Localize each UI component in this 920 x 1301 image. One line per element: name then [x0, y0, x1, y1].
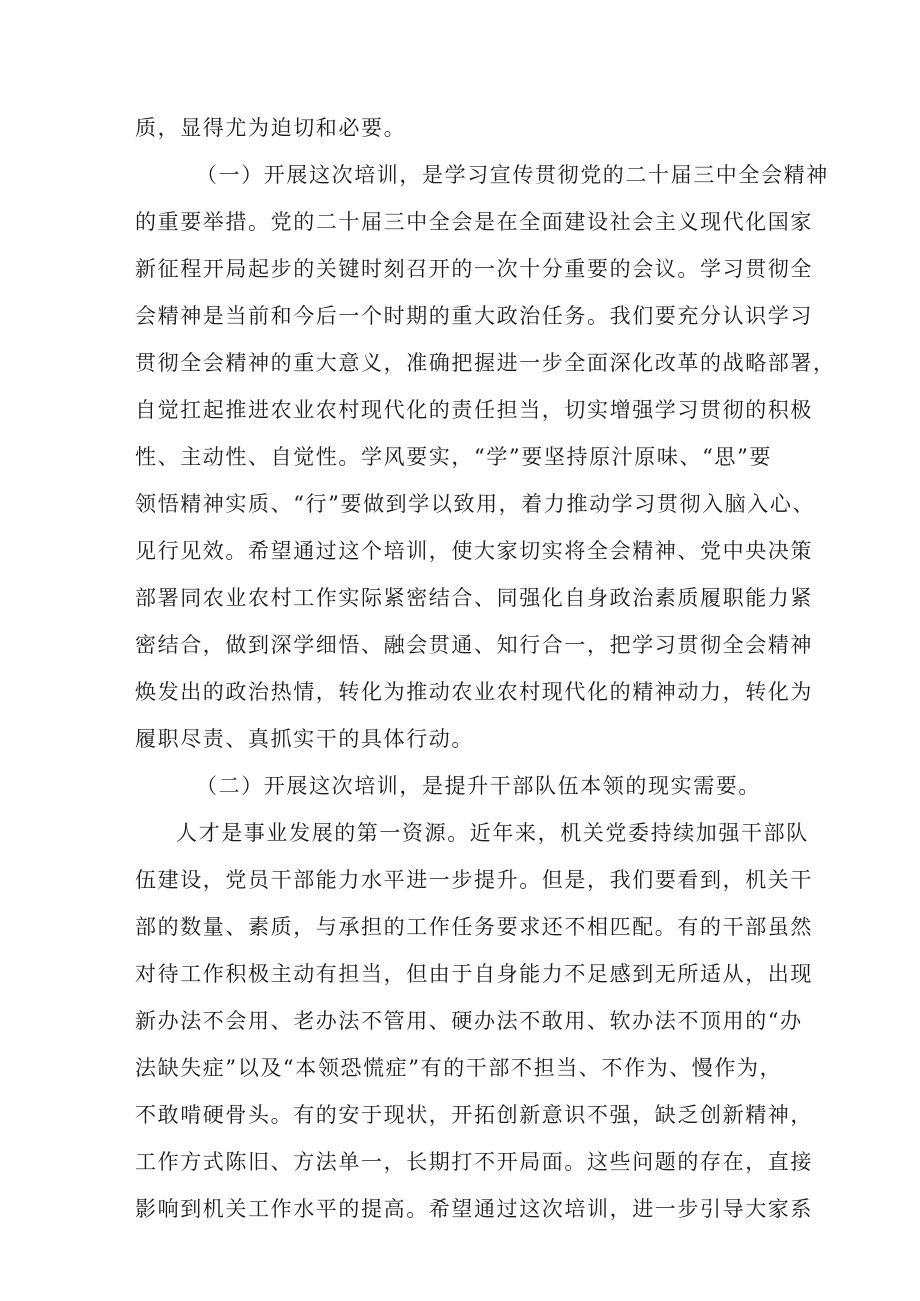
text-line-19: 对待工作积极主动有担当，但由于自身能力不足感到无所适从，出现 — [135, 962, 813, 986]
text-line-14: 履职尽责、真抓实干的具体行动。 — [135, 727, 474, 751]
text-line-24: 影响到机关工作水平的提高。希望通过这次培训，进一步引导大家系 — [135, 1197, 813, 1221]
text-line-9: 领悟精神实质、“行”要做到学以致用，着力推动学习贯彻入脑入心、 — [135, 492, 816, 516]
text-line-5: 会精神是当前和今后一个时期的重大政治任务。我们要充分认识学习 — [135, 304, 813, 328]
text-line-12: 密结合，做到深学细悟、融会贯通、知行合一，把学习贯彻全会精神 — [135, 633, 813, 657]
text-line-18: 部的数量、素质，与承担的工作任务要求还不相匹配。有的干部虽然 — [135, 915, 813, 939]
text-line-13: 焕发出的政治热情，转化为推动农业农村现代化的精神动力，转化为 — [135, 680, 813, 704]
text-line-15: （二）开展这次培训，是提升干部队伍本领的现实需要。 — [196, 774, 761, 798]
text-line-7: 自觉扛起推进农业农村现代化的责任担当，切实增强学习贯彻的积极 — [135, 398, 813, 422]
text-line-16: 人才是事业发展的第一资源。近年来，机关党委持续加强干部队 — [176, 821, 809, 845]
text-line-21: 法缺失症”以及“本领恐慌症”有的干部不担当、不作为、慢作为， — [135, 1056, 783, 1080]
text-line-22: 不敢啃硬骨头。有的安于现状，开拓创新意识不强，缺乏创新精神， — [135, 1103, 813, 1127]
text-line-23: 工作方式陈旧、方法单一，长期打不开局面。这些问题的存在，直接 — [135, 1150, 813, 1174]
text-line-8: 性、主动性、自觉性。学风要实，“学”要坚持原汁原味、“思”要 — [135, 445, 772, 469]
text-line-11: 部署同农业农村工作实际紧密结合、同强化自身政治素质履职能力紧 — [135, 586, 813, 610]
text-line-17: 伍建设，党员干部能力水平进一步提升。但是，我们要看到，机关干 — [135, 868, 813, 892]
text-line-3: 的重要举措。党的二十届三中全会是在全面建设社会主义现代化国家 — [135, 210, 813, 234]
text-line-1: 质，显得尤为迫切和必要。 — [135, 116, 407, 140]
text-line-20: 新办法不会用、老办法不管用、硬办法不敢用、软办法不顶用的“办 — [135, 1009, 803, 1033]
text-line-10: 见行见效。希望通过这个培训，使大家切实将全会精神、党中央决策 — [135, 539, 813, 563]
text-line-6: 贯彻全会精神的重大意义，准确把握进一步全面深化改革的战略部署， — [135, 351, 836, 375]
text-line-4: 新征程开局起步的关键时刻召开的一次十分重要的会议。学习贯彻全 — [135, 257, 813, 281]
text-line-2: （一）开展这次培训，是学习宣传贯彻党的二十届三中全会精神 — [196, 163, 829, 187]
